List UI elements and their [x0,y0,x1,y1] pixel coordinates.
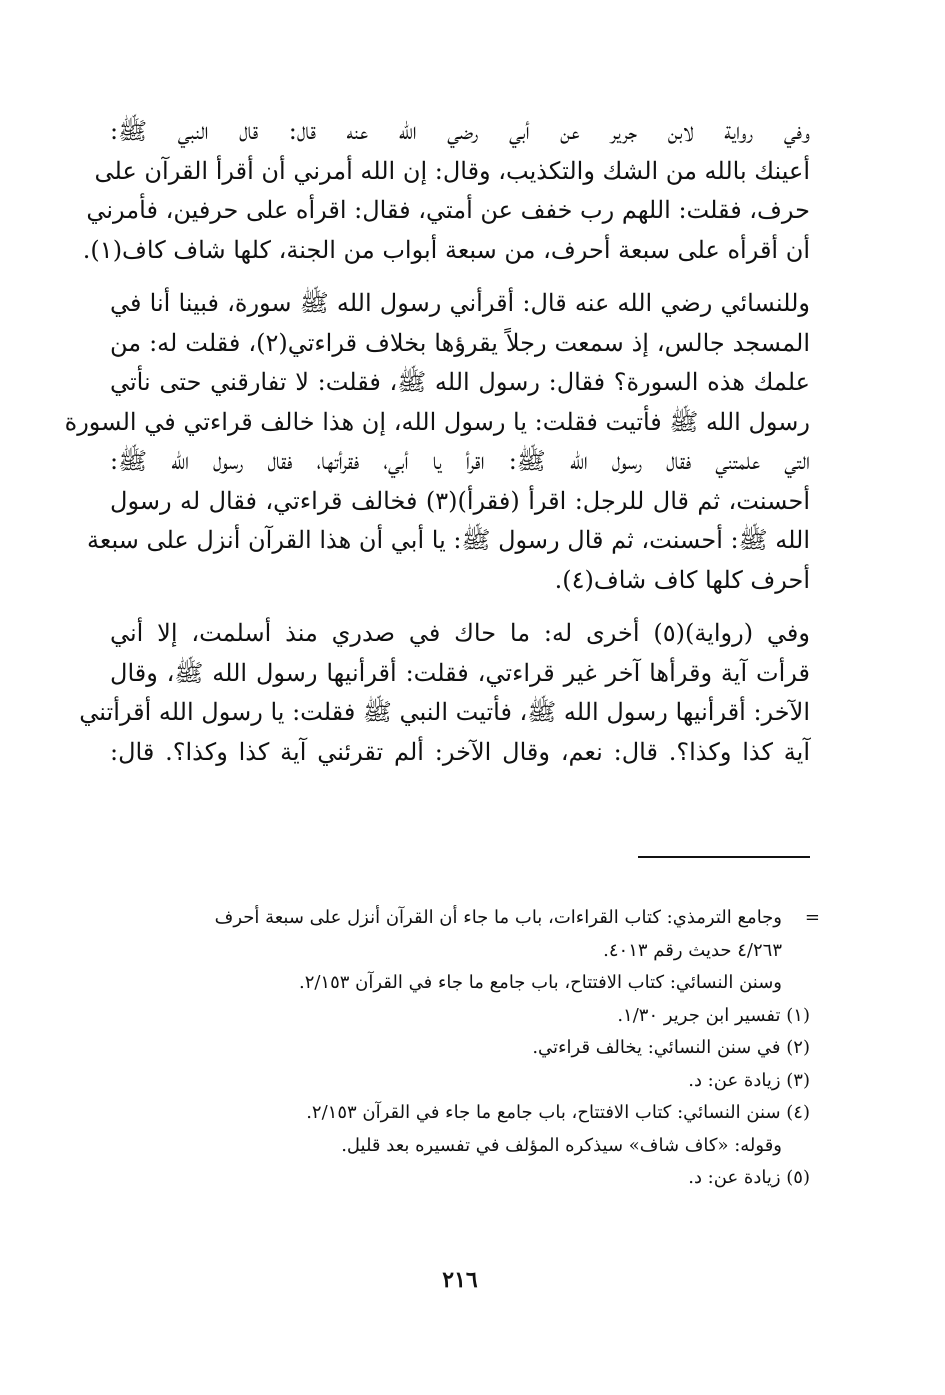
paragraph-2 [64,284,811,600]
text-line: آية كذا وكذا؟. قال: نعم، وقال الآخر: ألم تقرئني آية كذا وكذا؟. قال: [110,737,810,766]
text-line: قرأت آية وقرأها آخر غير قراءتي، فقلت: أقرأنيها رسول الله ﷺ، وقال [110,658,810,687]
text-line: وفي (رواية)(٥) أخرى له: ما حاك في صدري منذ أسلمت، إلا أني [110,619,810,647]
text-line: حرف، فقلت: اللهم رب خفف عن أمتي، فقال: اقرأه على حرفين، فأمرني [86,196,810,224]
footnote-divider [638,856,810,858]
paragraph-3 [79,614,810,772]
text-line: الآخر: أقرأنيها رسول الله ﷺ، فأتيت النبي ﷺ فقلت: يا رسول الله أقرأتني [79,698,810,726]
text-line: رسول الله ﷺ فأتيت فقلت: يا رسول الله، إن هذا خالف قراءتي في السورة [64,407,810,436]
page-number: ٢١٦ [442,1267,478,1293]
text-line: الله ﷺ: أحسنت، ثم قال رسول ﷺ: يا أبي أن هذا القرآن أنزل على سبعة [87,526,810,554]
text-line: أحرف كلها كاف شاف(٤). [554,565,810,594]
footnote-3: (٣) زيادة عن: د. [688,1069,810,1091]
continuation-mark: = [804,907,820,928]
footnote-line: وجامع الترمذي: كتاب القراءات، باب ما جاء أن القرآن أنزل على سبعة أحرف [214,907,782,928]
footnote-line: وسنن النسائي: كتاب الافتتاح، باب جامع ما جاء في القرآن ٢/١٥٣. [298,972,782,993]
paragraph-1 [82,112,810,270]
footnote-1: (١) تفسير ابن جرير ١/٣٠. [617,1004,810,1026]
text-line: أن أقرأه على سبعة أحرف، من سبعة أبواب من الجنة، كلها شاف كاف(١). [82,235,810,264]
text-line: وللنسائي رضي الله عنه قال: أقرأني رسول الله ﷺ سورة، فبينا أنا في [110,289,810,317]
footnote-2: (٢) في سنن النسائي: يخالف قراءتي. [532,1037,810,1058]
text-line: علمك هذه السورة؟ فقال: رسول الله ﷺ، فقلت: لا تفارقني حتى نأتي [110,368,810,396]
text-line: المسجد جالس، إذ سمعت رجلاً يقرؤها بخلاف قراءتي(٢)، فقلت له: من [110,328,811,357]
text-line: أحسنت، ثم قال للرجل: اقرأ (فقرأ)(٣) فخالف قراءتي، فقال له رسول [110,486,811,515]
footnote-line: وقوله: «كاف شاف» سيذكره المؤلف في تفسيره بعد قليل. [341,1134,782,1156]
text-line: التي علمتني فقال رسول الله ﷺ: اقرأ يا أبي، فقرأتها، فقال رسول الله ﷺ: [110,447,810,475]
footnotes [110,902,820,1195]
text-line: أعينك بالله من الشك والتكذيب، وقال: إن الله أمرني أن أقرأ القرآن على [94,156,810,185]
footnote-4: (٤) سنن النسائي: كتاب الافتتاح، باب جامع ما جاء في القرآن ٢/١٥٣. [306,1102,810,1123]
footnote-line: ٤/٢٦٣ حديث رقم ٤٠١٣. [603,939,782,961]
footnote-5: (٥) زيادة عن: د. [688,1167,810,1188]
page-body [64,112,820,1362]
text-line: وفي رواية لابن جرير عن أبي رضي الله عنه قال: قال النبي ﷺ: [110,117,810,145]
